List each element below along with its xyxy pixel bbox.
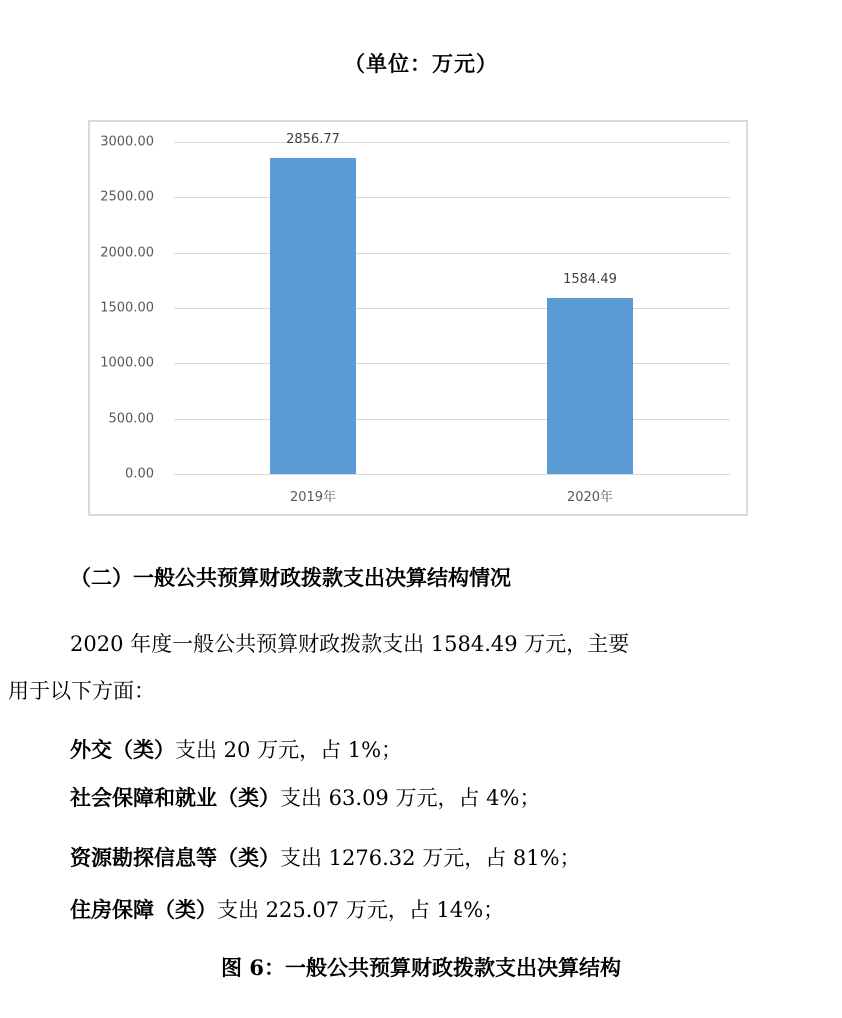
bar-chart-frame xyxy=(88,120,748,516)
gridline xyxy=(174,253,730,254)
bar-2020 xyxy=(547,298,633,474)
y-tick: 1000.00 xyxy=(100,355,154,371)
figure-caption: 图 6：一般公共预算财政拨款支出决算结构 xyxy=(221,955,621,980)
x-axis-baseline xyxy=(174,474,730,475)
paragraph-line-2: 用于以下方面： xyxy=(8,679,155,703)
unit-label: （单位：万元） xyxy=(344,51,498,76)
expense-item-social-security xyxy=(70,782,540,812)
item-detail: 支出 20 万元，占 1%； xyxy=(175,738,403,762)
item-category: 外交（类） xyxy=(70,737,175,762)
gridline xyxy=(174,363,730,364)
x-tick-2020: 2020年 xyxy=(566,490,614,505)
data-label-2020: 1584.49 xyxy=(563,272,617,287)
gridline xyxy=(174,197,730,198)
y-tick: 0.00 xyxy=(125,466,154,482)
expense-item-resource-exploration xyxy=(70,842,581,872)
section-heading: （二）一般公共预算财政拨款支出决算结构情况 xyxy=(70,565,511,590)
paragraph-line-1: 2020 年度一般公共预算财政拨款支出 1584.49 万元，主要 xyxy=(70,632,630,656)
gridline xyxy=(174,308,730,309)
item-category: 住房保障（类） xyxy=(70,897,217,922)
data-label-2019: 2856.77 xyxy=(286,132,340,147)
item-detail: 支出 63.09 万元，占 4%； xyxy=(280,786,541,810)
y-tick: 3000.00 xyxy=(100,134,154,150)
y-tick: 1500.00 xyxy=(100,300,154,316)
item-detail: 支出 1276.32 万元，占 81%； xyxy=(280,846,581,870)
item-category: 资源勘探信息等（类） xyxy=(70,845,280,870)
gridline xyxy=(174,419,730,420)
expense-item-housing xyxy=(70,894,504,924)
item-category: 社会保障和就业（类） xyxy=(70,785,280,810)
bar-2019 xyxy=(270,158,356,474)
y-tick: 2000.00 xyxy=(100,245,154,261)
expense-item-diplomacy xyxy=(70,734,402,764)
item-detail: 支出 225.07 万元，占 14%； xyxy=(217,898,505,922)
x-tick-2019: 2019年 xyxy=(289,490,337,505)
y-tick: 500.00 xyxy=(108,411,154,427)
y-tick: 2500.00 xyxy=(100,189,154,205)
